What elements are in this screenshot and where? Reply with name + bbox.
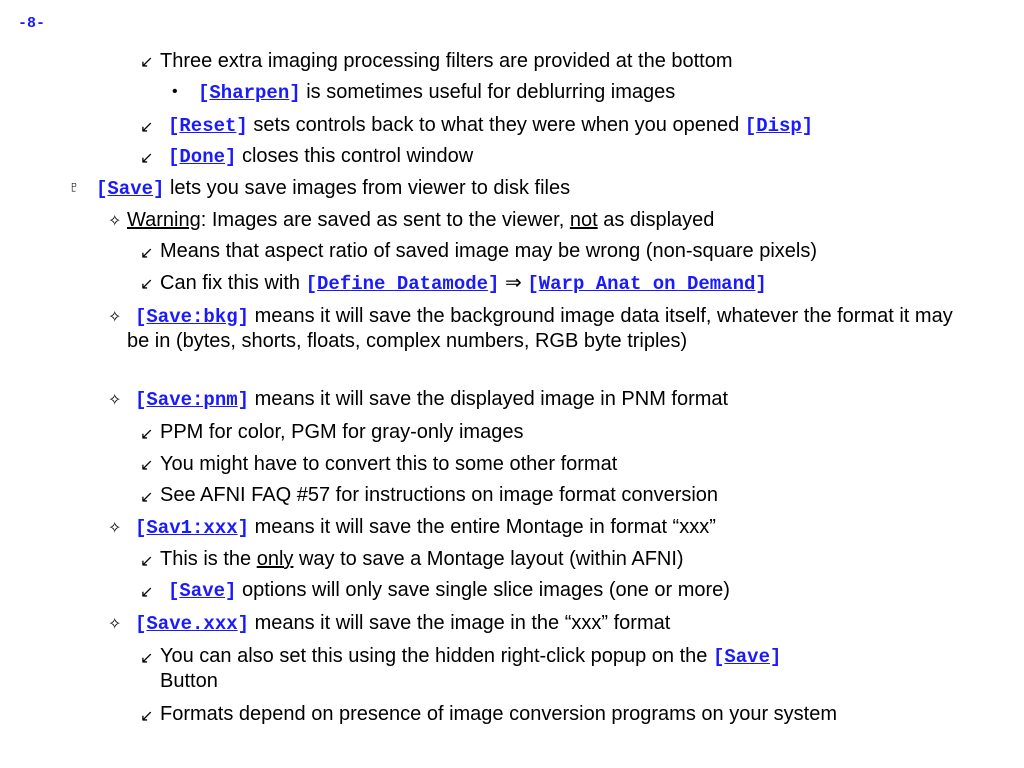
text-line: [Save:bkg] means it will save the background image data itself, whatever the format it may be in (bytes, shorts, floats, complex numbers, RGB byte triples): [127, 305, 953, 352]
command-label: [Done]: [168, 146, 237, 168]
command-label: [Sharpen]: [198, 82, 301, 104]
text-line: [Done] closes this control window: [168, 145, 474, 168]
arrow-bullet-icon: ↙: [140, 553, 154, 570]
text-line: PPM for color, PGM for gray-only images: [160, 421, 524, 443]
arrow-bullet-icon: ↙: [140, 584, 154, 601]
text-line: This is the only way to save a Montage layout (within AFNI): [160, 548, 684, 570]
arrow-bullet-icon: ↙: [140, 708, 154, 725]
pointer-bullet-icon: ♇: [68, 179, 80, 196]
star-bullet-icon: ✧: [108, 616, 122, 633]
command-label: [Save]: [96, 178, 165, 200]
star-bullet-icon: ✧: [108, 520, 122, 537]
page-number: -8-: [18, 15, 46, 32]
text-line: You might have to convert this to some other format: [160, 453, 618, 475]
text-line: Can fix this with [Define Datamode] ⇒ [Warp Anat on Demand]: [160, 272, 767, 295]
text-line: See AFNI FAQ #57 for instructions on image format conversion: [160, 484, 719, 506]
command-label: [Sav1:xxx]: [135, 517, 250, 539]
command-label: [Save]: [712, 646, 782, 668]
arrow-bullet-icon: ↙: [140, 276, 154, 293]
arrow-bullet-icon: ↙: [140, 245, 154, 262]
text-line: [Save] lets you save images from viewer to disk files: [96, 177, 571, 200]
text-line: Three extra imaging processing filters are provided at the bottom: [160, 50, 733, 72]
command-label: [Save]: [168, 580, 237, 602]
text-line: Button: [160, 670, 218, 692]
arrow-bullet-icon: ↙: [140, 150, 154, 167]
star-bullet-icon: ✧: [108, 309, 122, 326]
command-label: [Disp]: [744, 115, 814, 137]
arrow-bullet-icon: ↙: [140, 650, 154, 667]
text-line: You can also set this using the hidden right-click popup on the [Save]: [160, 645, 782, 668]
text-line: [Sharpen] is sometimes useful for deblurring images: [198, 81, 676, 104]
text-line: Means that aspect ratio of saved image may be wrong (non-square pixels): [160, 240, 818, 262]
arrow-bullet-icon: ↙: [140, 489, 154, 506]
star-bullet-icon: ✧: [108, 392, 122, 409]
star-bullet-icon: ✧: [108, 213, 122, 230]
command-label: [Save:pnm]: [135, 389, 250, 411]
command-label: [Save:bkg]: [135, 306, 250, 328]
arrow-bullet-icon: ↙: [140, 54, 154, 71]
text-line: [Reset] sets controls back to what they were when you opened [Disp]: [168, 114, 814, 137]
dot-bullet-icon: •: [172, 83, 178, 100]
arrow-bullet-icon: ↙: [140, 119, 154, 136]
arrow-bullet-icon: ↙: [140, 426, 154, 443]
text-line: [Save:pnm] means it will save the displayed image in PNM format: [135, 388, 729, 411]
text-line: Warning: Images are saved as sent to the viewer, not as displayed: [127, 209, 715, 231]
command-label: [Define Datamode]: [305, 273, 500, 295]
text-line: [Save.xxx] means it will save the image in the “xxx” format: [135, 612, 671, 635]
arrow-bullet-icon: ↙: [140, 457, 154, 474]
command-label: [Warp Anat on Demand]: [527, 273, 767, 295]
command-label: [Reset]: [168, 115, 248, 137]
text-line: [Sav1:xxx] means it will save the entire Montage in format “xxx”: [135, 516, 716, 539]
text-line: Formats depend on presence of image conversion programs on your system: [160, 703, 838, 725]
text-line: [Save] options will only save single slice images (one or more): [168, 579, 730, 602]
command-label: [Save.xxx]: [135, 613, 250, 635]
